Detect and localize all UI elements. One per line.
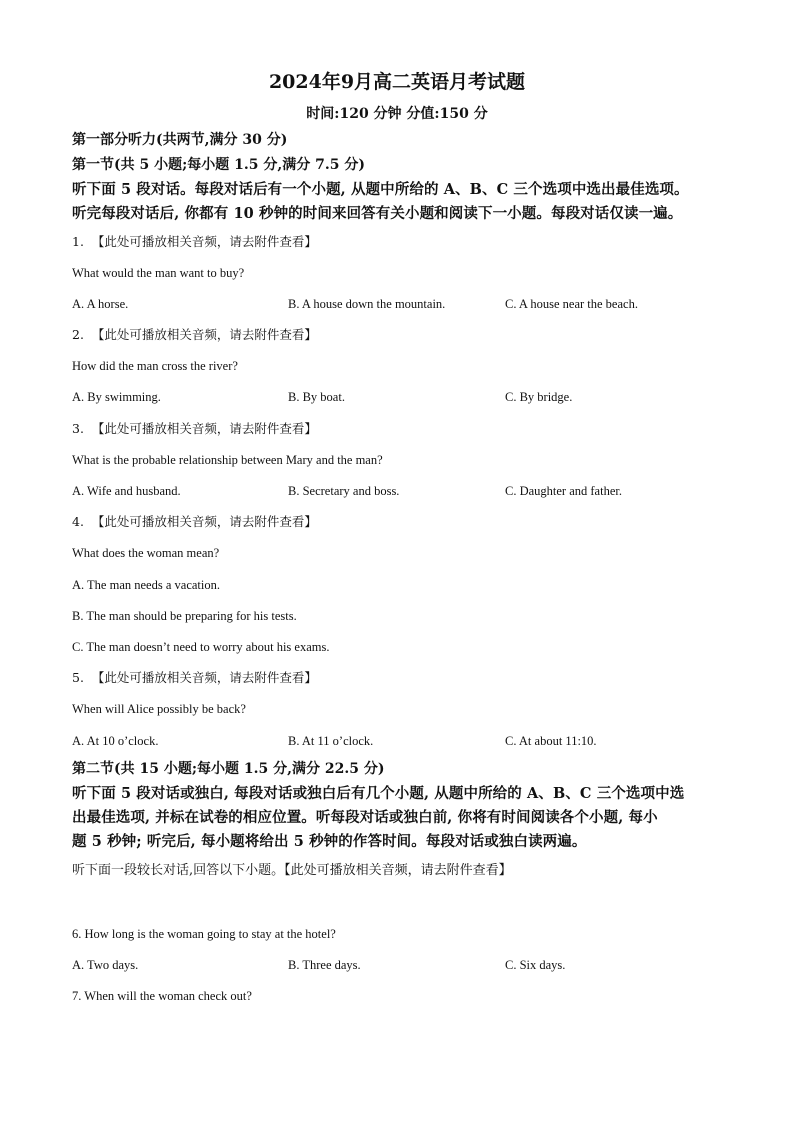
option-a: A. Wife and husband. <box>72 484 181 498</box>
question-5-text: When will Alice possibly be back? <box>72 702 246 716</box>
section2-heading: 第二节(共 15 小题;每小题 1.5 分,满分 22.5 分) <box>72 761 385 777</box>
question-4-audio <box>72 513 317 531</box>
question-5-options <box>72 732 722 750</box>
option-c: C. By bridge. <box>505 390 573 404</box>
audio-note: 【此处可播放相关音频，请去附件查看】 <box>91 327 317 342</box>
question-1-audio <box>72 233 317 251</box>
option-b: B. By boat. <box>288 390 345 404</box>
option-c: C. A house near the beach. <box>505 297 638 311</box>
question-2-text: How did the man cross the river? <box>72 359 238 373</box>
section2-instruction-line1: 听下面 5 段对话或独白, 每段对话或独白后有几个小题, 从题中所给的 A、B、C 三个选项中选 <box>72 785 685 802</box>
question-4-text: What does the woman mean? <box>72 546 220 560</box>
section1-instruction-line1: 听下面 5 段对话。每段对话后有一个小题, 从题中所给的 A、B、C 三个选项中选出最佳选项。 <box>72 181 689 198</box>
audio-note: 【此处可播放相关音频，请去附件查看】 <box>91 670 317 685</box>
question-number: 5. <box>72 670 84 685</box>
option-b: B. Secretary and boss. <box>288 484 400 498</box>
audio-note: 【此处可播放相关音频，请去附件查看】 <box>91 421 317 436</box>
question-3-options <box>72 482 722 500</box>
question-3-text: What is the probable relationship between Mary and the man? <box>72 453 383 467</box>
long-dialogue-note: 听下面一段较长对话,回答以下小题。【此处可播放相关音频，请去附件查看】 <box>72 863 512 878</box>
option-c: C. Daughter and father. <box>505 484 622 498</box>
audio-note: 【此处可播放相关音频，请去附件查看】 <box>91 514 317 529</box>
part1-heading: 第一部分听力(共两节,满分 30 分) <box>72 132 288 148</box>
option-c: C. Six days. <box>505 958 566 972</box>
question-number: 3. <box>72 421 84 436</box>
option-c: C. The man doesn’t need to worry about his exams. <box>72 640 330 654</box>
option-a: A. Two days. <box>72 958 139 972</box>
question-3-audio <box>72 420 317 438</box>
question-1-options <box>72 295 722 313</box>
option-b: B. The man should be preparing for his tests. <box>72 609 297 623</box>
section1-heading: 第一节(共 5 小题;每小题 1.5 分,满分 7.5 分) <box>72 157 365 173</box>
question-number: 1. <box>72 234 84 249</box>
option-b: B. At 11 o’clock. <box>288 734 374 748</box>
question-number: 4. <box>72 514 84 529</box>
option-a: A. A horse. <box>72 297 129 311</box>
section2-instruction-line3: 题 5 秒钟; 听完后, 每小题将给出 5 秒钟的作答时间。每段对话或独白读两遍。 <box>72 833 587 850</box>
question-6-text: 6. How long is the woman going to stay at the hotel? <box>72 927 336 941</box>
option-b: B. Three days. <box>288 958 361 972</box>
section1-instruction-line2: 听完每段对话后, 你都有 10 秒钟的时间来回答有关小题和阅读下一小题。每段对话仅读一遍。 <box>72 205 683 222</box>
question-5-audio <box>72 669 317 687</box>
option-a: A. The man needs a vacation. <box>72 578 220 592</box>
audio-note: 【此处可播放相关音频，请去附件查看】 <box>91 234 317 249</box>
section2-instruction-line2: 出最佳选项, 并标在试卷的相应位置。听每段对话或独白前, 你将有时间阅读各个小题, 每小 <box>72 809 658 826</box>
question-1-text: What would the man want to buy? <box>72 266 245 280</box>
option-a: A. By swimming. <box>72 390 161 404</box>
question-6-options <box>72 956 722 974</box>
question-number: 2. <box>72 327 84 342</box>
question-7-text: 7. When will the woman check out? <box>72 989 252 1003</box>
option-a: A. At 10 o’clock. <box>72 734 159 748</box>
exam-meta: 时间:120 分钟 分值:150 分 <box>306 106 488 122</box>
option-b: B. A house down the mountain. <box>288 297 446 311</box>
page-title: 2024年9月高二英语月考试题 <box>268 71 526 93</box>
option-c: C. At about 11:10. <box>505 734 597 748</box>
question-2-audio <box>72 326 317 344</box>
question-2-options <box>72 388 722 406</box>
